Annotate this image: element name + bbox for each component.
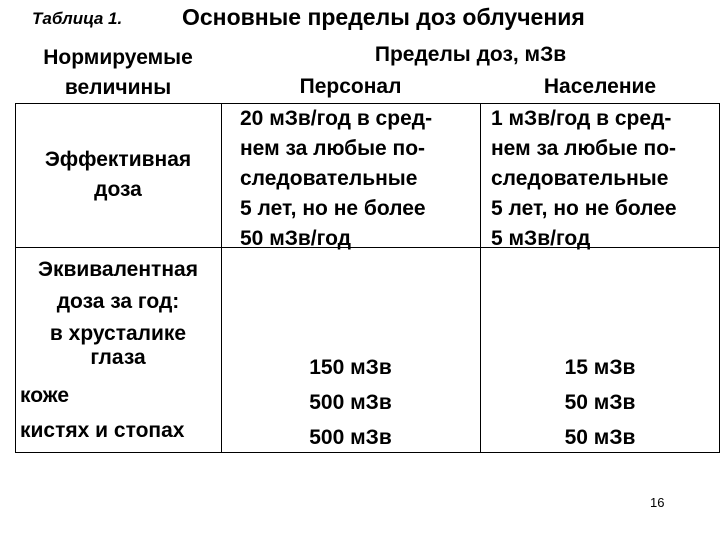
cell-line: 50 мЗв/год: [240, 227, 351, 250]
cell-line: следовательные: [491, 167, 669, 190]
subitem-lens-personnel: 150 мЗв: [309, 356, 392, 379]
cell-line: следовательные: [240, 167, 418, 190]
header-personnel: Персонал: [299, 75, 402, 98]
row-name-line: глаза: [90, 346, 146, 369]
subitem-hands-feet-personnel: 500 мЗв: [309, 426, 392, 449]
row-name-line: в хрусталике: [49, 322, 187, 345]
cell-line: 5 лет, но не более: [491, 197, 677, 220]
header-population: Население: [543, 75, 657, 98]
subitem-lens-population: 15 мЗв: [564, 356, 636, 379]
row-name-line: доза: [94, 178, 142, 201]
row-name-line: Эквивалентная: [38, 258, 198, 281]
row-effective-dose-name: [15, 145, 221, 205]
subitem-skin-label: коже: [20, 384, 70, 407]
page-number: 16: [650, 495, 665, 510]
cell-line: нем за любые по-: [491, 137, 677, 160]
row-equivalent-dose-name: [15, 254, 221, 374]
table-caption-title: Основные пределы доз облучения: [182, 4, 585, 30]
row-effective-dose-personnel: [240, 104, 432, 254]
cell-line: 5 лет, но не более: [240, 197, 426, 220]
cell-line: 20 мЗв/год в сред-: [240, 107, 433, 130]
subitem-hands-feet-population: 50 мЗв: [564, 426, 636, 449]
row-effective-dose-population: [491, 104, 677, 254]
cell-line: 5 мЗв/год: [491, 227, 591, 250]
header-quantities: [15, 43, 221, 103]
cell-line: 1 мЗв/год в сред-: [491, 107, 672, 130]
row-name-line: доза за год:: [56, 290, 180, 313]
table-caption-label: Таблица 1.: [32, 9, 123, 28]
row-name-line: Эффективная: [44, 148, 192, 171]
subitem-skin-population: 50 мЗв: [564, 391, 636, 414]
cell-line: нем за любые по-: [240, 137, 426, 160]
header-quantities-line: величины: [64, 76, 172, 99]
header-dose-limits: Пределы доз, мЗв: [374, 43, 567, 66]
subitem-hands-feet-label: кистях и стопах: [20, 419, 185, 442]
subitem-skin-personnel: 500 мЗв: [309, 391, 392, 414]
header-quantities-line: Нормируемые: [43, 46, 193, 69]
